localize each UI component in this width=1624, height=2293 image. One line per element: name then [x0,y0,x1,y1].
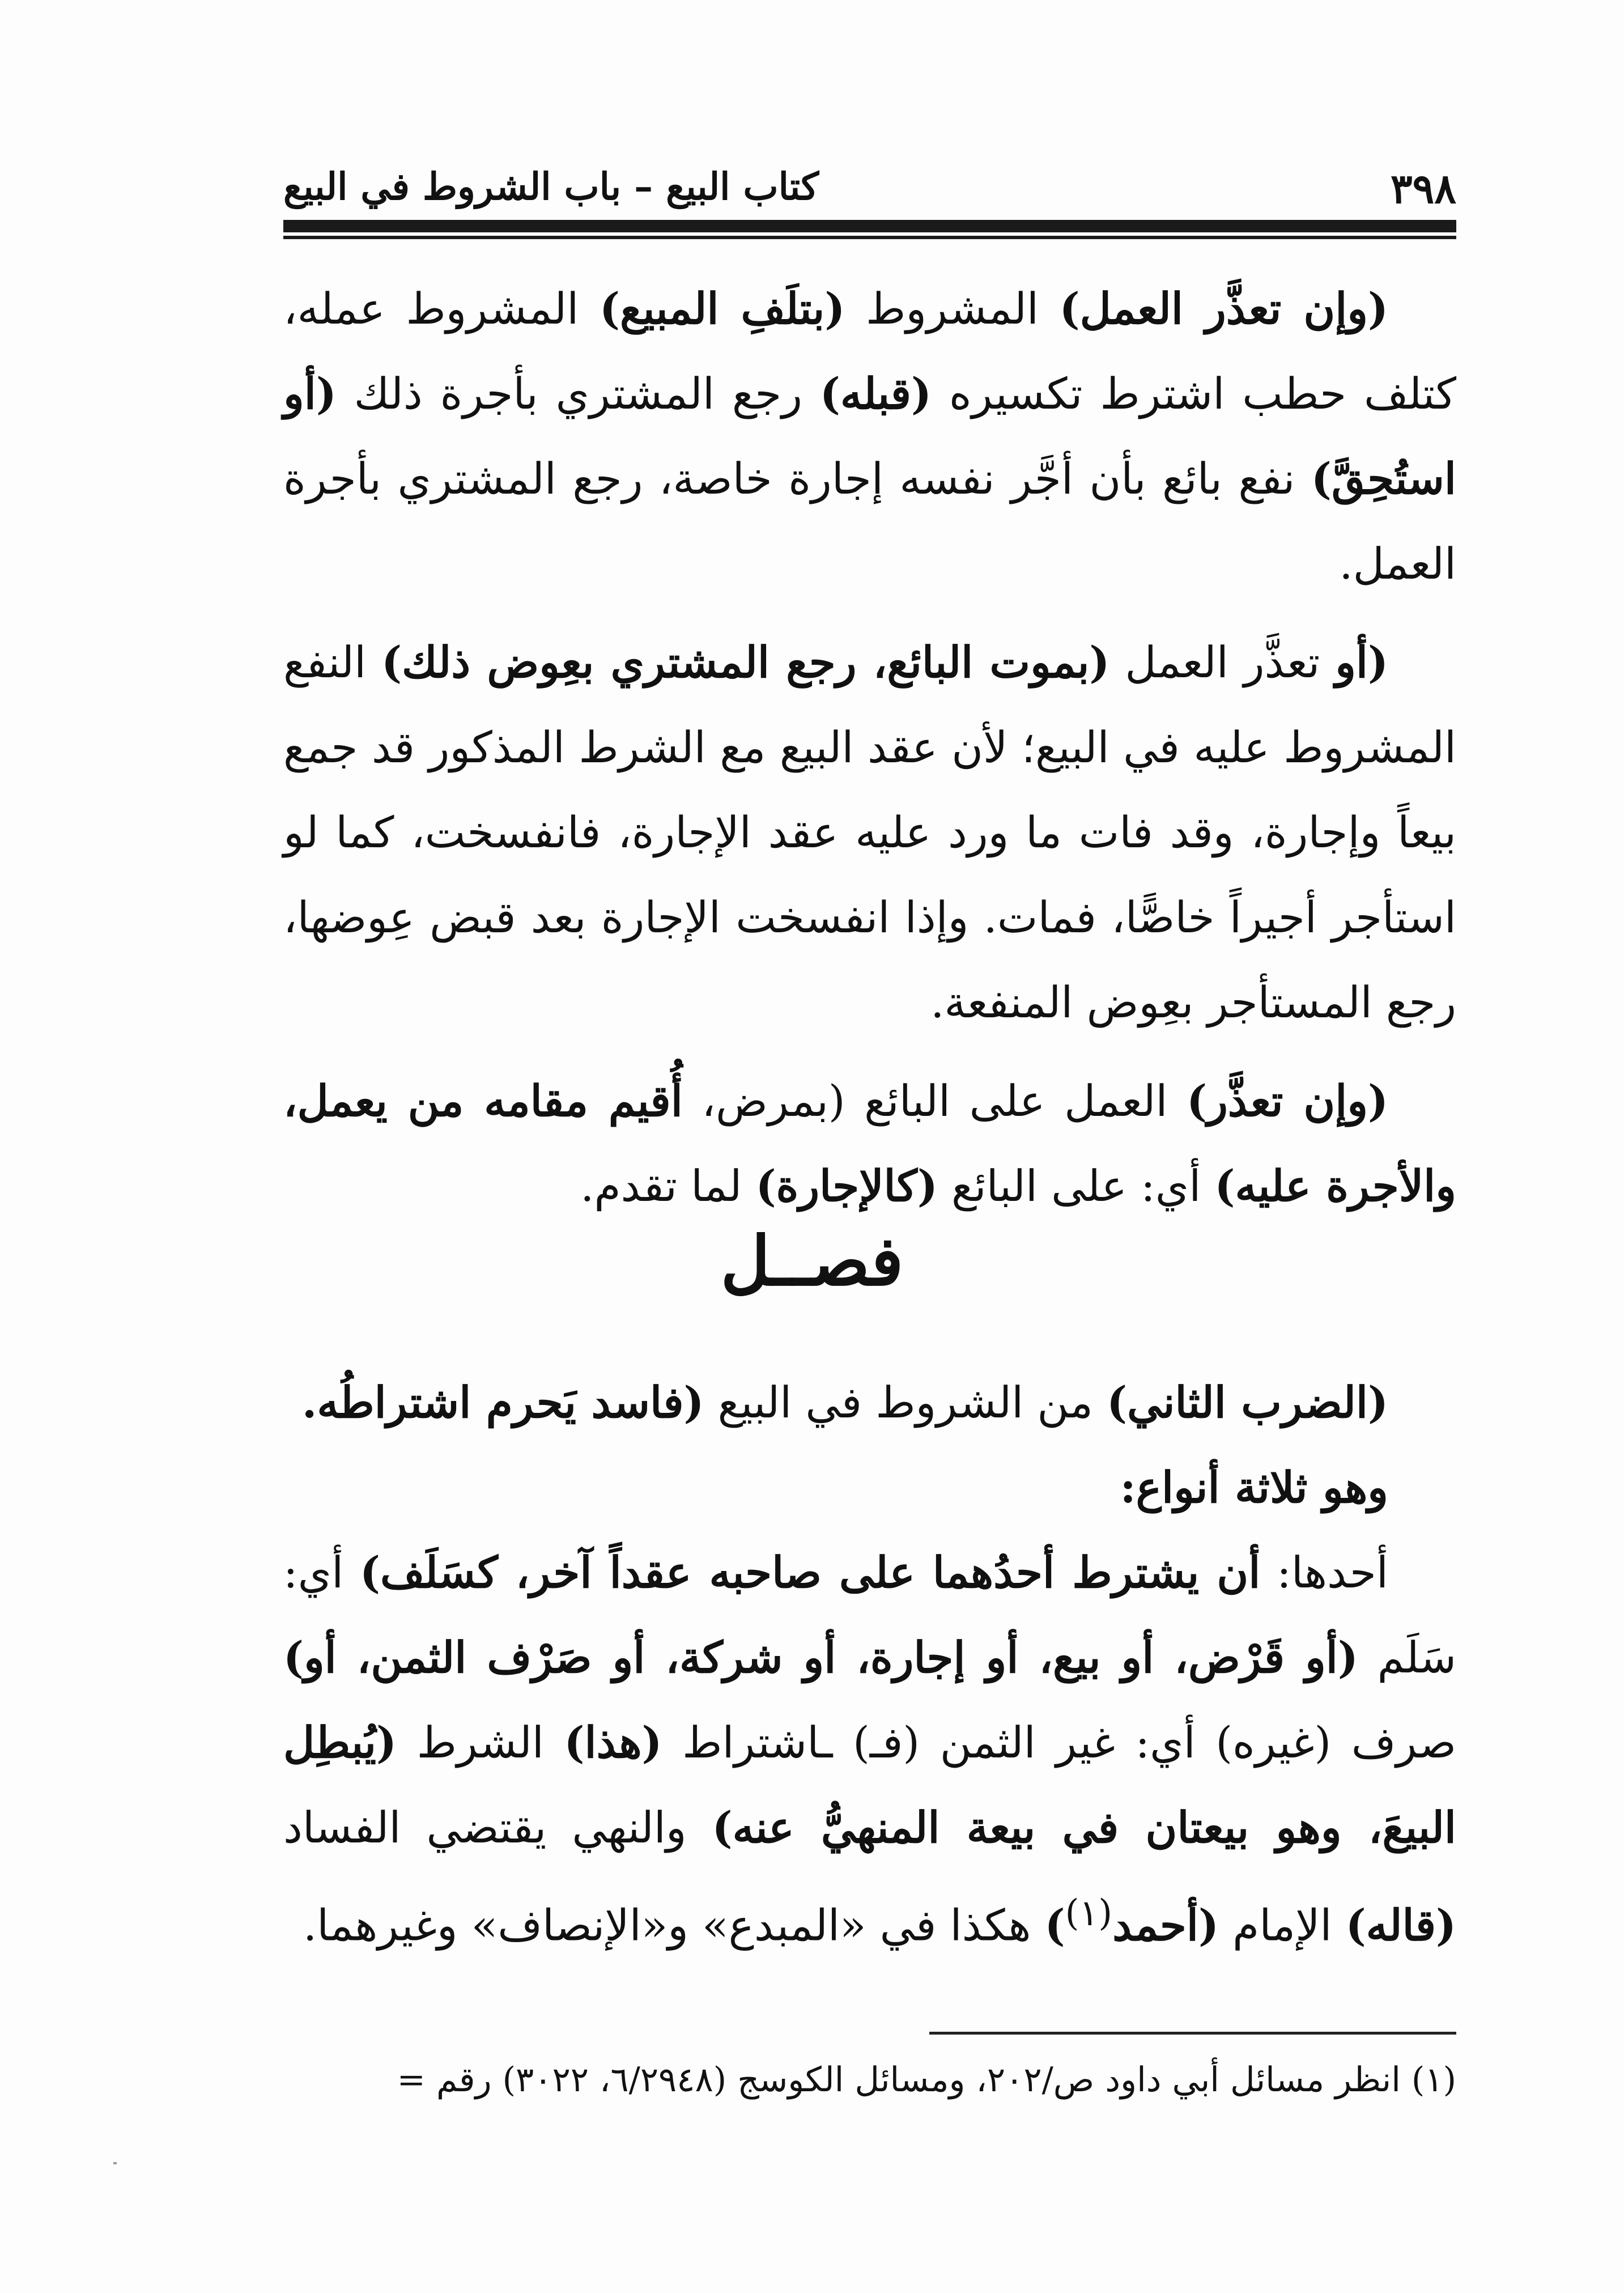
scan-speck [113,2162,117,2164]
text-segment: رجع المشتري بأجرة ذلك [336,368,820,419]
page-number: ٣٩٨ [1390,164,1456,213]
footnote-rule [929,2032,1456,2035]
text-segment: والنهي يقتضي الفساد [283,1802,712,1853]
bold-text-segment: (أو استُحِقَّ) [283,368,1456,504]
bold-text-segment: ) [1044,1900,1065,1951]
section-title: فصــل [720,1221,904,1301]
text-segment: لما تقدم. [580,1161,756,1211]
text-segment: هكذا في «المبدع» و«الإنصاف» وغيرهما. [303,1900,1045,1951]
bold-text-segment: (هذا) [564,1717,662,1768]
running-title: كتاب البيع – باب الشروط في البيع [283,164,819,209]
paragraph-1 [283,266,1456,606]
main-text [283,266,1456,1242]
bold-text-segment: (قبله) [819,368,932,419]
bold-text-segment: (بتلَفِ المبيع) [600,283,845,334]
bold-text-segment: (أحمد [1112,1900,1219,1951]
text-segment: أي: سَلَم [283,1547,1456,1683]
bold-text-segment: (الضرب الثاني) [1107,1377,1388,1428]
text-segment: الإمام [1218,1900,1346,1951]
header-rule-thin [283,236,1456,239]
section-paragraph-2 [283,1445,1456,1530]
bold-text-segment: (بموت البائع، رجع المشتري بعِوض ذلك) [381,637,1110,687]
section-paragraph-1 [283,1360,1456,1445]
text-segment: أي: على البائع [937,1161,1215,1211]
text-segment: العمل على البائع (بمرض، [682,1076,1187,1126]
text-segment: صرف (غيره) أي: غير الثمن (فـ) ـاشتراط [662,1717,1457,1768]
bold-text-segment: (وإن تعذَّر العمل) [1059,283,1389,334]
text-segment: أحدها: [1260,1547,1388,1598]
text-segment: الشرط [396,1717,564,1768]
paragraph-2 [283,620,1456,1045]
text-segment: من الشروط في البيع [704,1377,1107,1428]
text-segment: النفع المشروط عليه في البيع؛ لأن عقد البيع مع الشرط المذكور قد جمع بيعاً وإجارة، وقد فات ما ورد عليه عقد الإجارة، فانفسخت، كما لو استأجر أجيراً خاصًّا، فمات. وإذا انفسخت الإجارة بعد قبض عِوضها، رجع المستأجر بعِوض المنفعة. [283,637,1456,1027]
footnote: (١) انظر مسائل أبي داود ص/٢٠٢، ومسائل الكوسج (٦/٢٩٤٨، ٣٠٢٢) رقم = [397,2060,1456,2100]
bold-text-segment: وهو ثلاثة أنواع: [1120,1462,1388,1513]
bold-text-segment: (يُبطِل البيعَ، وهو بيعتان في بيعة المنهيُّ عنه) [283,1717,1456,1853]
section-paragraph-3 [283,1530,1456,1968]
text-segment: المشروط عمله، كتلف حطب اشترط تكسيره [283,283,1456,419]
paragraph-3 [283,1059,1456,1229]
bold-text-segment: (فاسد يَحرم اشتراطُه. [301,1377,704,1428]
bold-text-segment: (وإن تعذَّر) [1187,1076,1388,1126]
bold-text-segment: (أو [1335,637,1388,687]
footnote-marker: (١) [1065,1892,1113,1934]
page-header [283,153,1456,215]
bold-text-segment: أن يشترط أحدُهما على صاحبه عقداً آخر، كسَلَف) [360,1547,1261,1598]
text-segment: نفع بائع بأن أجَّر نفسه إجارة خاصة، رجع المشتري بأجرة العمل. [283,453,1456,589]
bold-text-segment: (أو قَرْض، أو بيع، أو إجارة، أو شركة، أو صَرْف الثمن، أو) [283,1632,1358,1683]
text-segment: تعذَّر العمل [1109,637,1336,687]
section-text [283,1360,1456,1968]
bold-text-segment: (كالإجارة) [755,1161,938,1211]
text-segment: المشروط [845,283,1060,334]
header-rule-thick [283,220,1456,232]
bold-text-segment: أُقيم مقامه من يعمل، والأجرة عليه) [283,1076,1456,1211]
bold-text-segment: (قاله) [1345,1900,1456,1951]
